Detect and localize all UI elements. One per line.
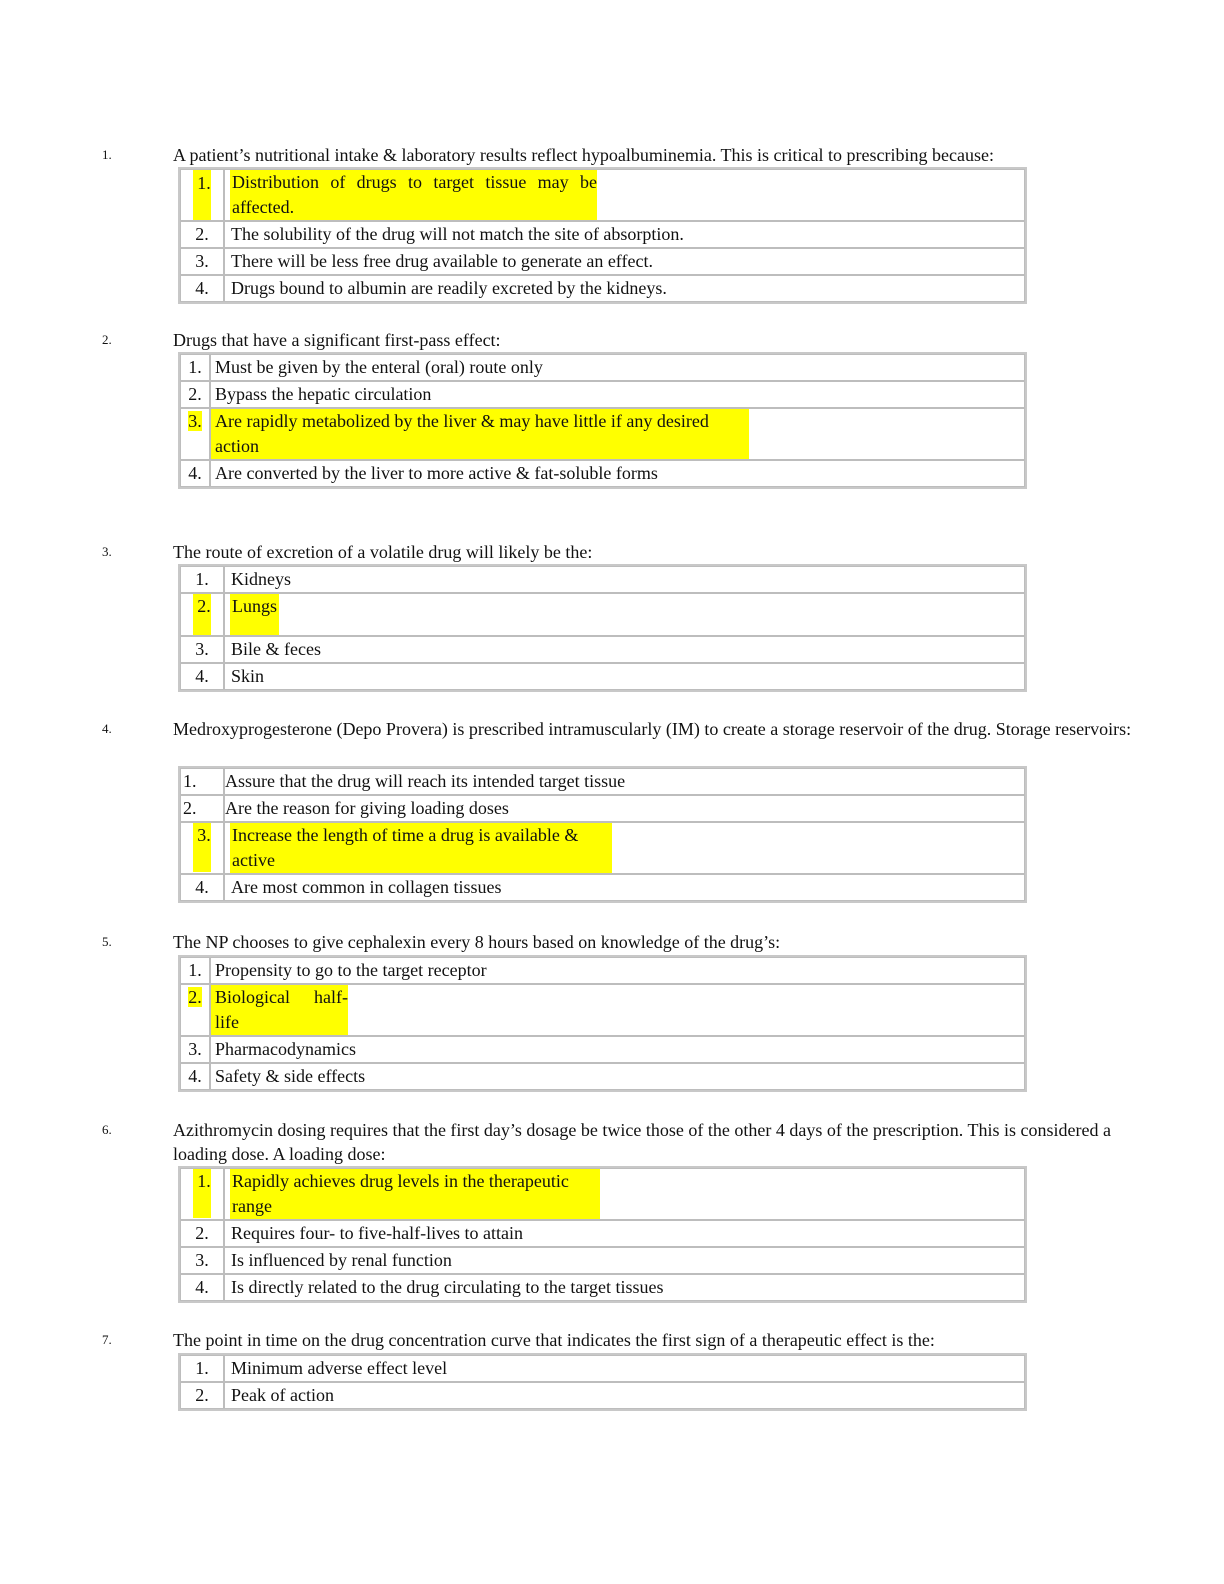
- question-number: 7.: [102, 1332, 112, 1347]
- option-row[interactable]: [180, 221, 1025, 248]
- option-row[interactable]: [180, 1036, 1025, 1063]
- option-row[interactable]: [180, 1247, 1025, 1274]
- option-row[interactable]: [180, 275, 1025, 302]
- option-number: 1.: [188, 357, 202, 377]
- option-number: 1.: [197, 173, 211, 193]
- option-number: 3.: [195, 639, 209, 659]
- option-number: 4.: [195, 877, 209, 897]
- option-row[interactable]: [180, 795, 1025, 822]
- option-row[interactable]: [180, 593, 1025, 636]
- option-number: 1.: [188, 960, 202, 980]
- option-text: Peak of action: [231, 1385, 334, 1405]
- option-text: Kidneys: [231, 569, 291, 589]
- option-number: 4.: [195, 1277, 209, 1297]
- option-row[interactable]: [180, 169, 1025, 221]
- option-row[interactable]: [180, 984, 1025, 1036]
- option-row[interactable]: [180, 248, 1025, 275]
- question-text: A patient’s nutritional intake & laboratory results reflect hypoalbuminemia. This is critical to prescribing because:: [173, 145, 994, 165]
- option-number: 4.: [188, 463, 202, 483]
- options-table-4: [178, 766, 1027, 903]
- option-number: 2.: [183, 798, 197, 818]
- question-2: [0, 328, 1224, 352]
- option-number: 2.: [195, 224, 209, 244]
- question-number: 3.: [102, 544, 112, 559]
- option-number: 2.: [197, 596, 211, 616]
- question-number: 1.: [102, 147, 112, 162]
- options-table-1: [178, 167, 1027, 304]
- option-number: 2.: [188, 384, 202, 404]
- option-text: Are converted by the liver to more active & fat-soluble forms: [215, 463, 658, 483]
- options-table-5: [178, 955, 1027, 1092]
- option-row[interactable]: [180, 663, 1025, 690]
- question-number: 4.: [102, 721, 112, 736]
- option-text: Pharmacodynamics: [215, 1039, 356, 1059]
- option-row[interactable]: [180, 566, 1025, 593]
- option-number: 3.: [197, 825, 211, 845]
- option-text: Increase the length of time a drug is available & active: [230, 823, 612, 873]
- option-row[interactable]: [180, 381, 1025, 408]
- option-text: The solubility of the drug will not match the site of absorption.: [231, 224, 684, 244]
- question-text: Medroxyprogesterone (Depo Provera) is prescribed intramuscularly (IM) to create a storage reservoir of the drug. Storage reservoirs:: [173, 719, 1132, 739]
- option-number: 3.: [188, 411, 202, 431]
- question-number: 6.: [102, 1122, 112, 1137]
- option-text: Safety & side effects: [215, 1066, 366, 1086]
- option-text: Propensity to go to the target receptor: [215, 960, 487, 980]
- option-number: 1.: [197, 1171, 211, 1191]
- question-text: Azithromycin dosing requires that the first day’s dosage be twice those of the other 4 days of the prescription. This is considered a loading dose. A loading dose:: [173, 1120, 1111, 1164]
- option-number: 2.: [188, 987, 202, 1007]
- question-text: The point in time on the drug concentration curve that indicates the first sign of a therapeutic effect is the:: [173, 1330, 935, 1350]
- question-number: 5.: [102, 934, 112, 949]
- question-text: The NP chooses to give cephalexin every 8 hours based on knowledge of the drug’s:: [173, 932, 781, 952]
- option-row[interactable]: [180, 354, 1025, 381]
- option-row[interactable]: [180, 1274, 1025, 1301]
- option-text: Requires four- to five-half-lives to attain: [231, 1223, 524, 1243]
- option-text: Drugs bound to albumin are readily excreted by the kidneys.: [231, 278, 667, 298]
- option-number: 3.: [195, 251, 209, 271]
- question-number: 2.: [102, 332, 112, 347]
- option-row[interactable]: [180, 460, 1025, 487]
- option-text: Assure that the drug will reach its intended target tissue: [225, 771, 626, 791]
- question-6: [0, 1118, 1224, 1166]
- option-number: 4.: [188, 1066, 202, 1086]
- option-number: 1.: [183, 771, 197, 791]
- question-1: [0, 143, 1224, 167]
- option-text: Are most common in collagen tissues: [231, 877, 502, 897]
- option-text: Is influenced by renal function: [231, 1250, 452, 1270]
- question-4: [0, 717, 1224, 741]
- options-table-7: [178, 1353, 1027, 1411]
- options-table-6: [178, 1166, 1027, 1303]
- option-number: 2.: [195, 1385, 209, 1405]
- option-text: Minimum adverse effect level: [231, 1358, 448, 1378]
- options-table-3: [178, 564, 1027, 692]
- options-table-2: [178, 352, 1027, 489]
- option-row[interactable]: [180, 408, 1025, 460]
- option-text: Bile & feces: [231, 639, 321, 659]
- option-row[interactable]: [180, 822, 1025, 874]
- option-number: 1.: [195, 1358, 209, 1378]
- option-text: Are rapidly metabolized by the liver & may have little if any desired action: [211, 409, 749, 459]
- question-3: [0, 540, 1224, 564]
- option-row[interactable]: [180, 768, 1025, 795]
- option-number: 4.: [195, 278, 209, 298]
- option-row[interactable]: [180, 1220, 1025, 1247]
- option-text: Distribution of drugs to target tissue may be affected.: [230, 170, 597, 220]
- option-row[interactable]: [180, 1355, 1025, 1382]
- question-5: [0, 930, 1224, 954]
- option-number: 2.: [195, 1223, 209, 1243]
- option-text: Is directly related to the drug circulating to the target tissues: [231, 1277, 664, 1297]
- option-number: 3.: [195, 1250, 209, 1270]
- option-row[interactable]: [180, 636, 1025, 663]
- option-number: 1.: [195, 569, 209, 589]
- option-text: There will be less free drug available to generate an effect.: [231, 251, 653, 271]
- option-text: Rapidly achieves drug levels in the therapeutic range: [230, 1169, 600, 1219]
- option-text: Biological half-life: [211, 985, 348, 1035]
- option-row[interactable]: [180, 1168, 1025, 1220]
- question-text: Drugs that have a significant first-pass effect:: [173, 330, 501, 350]
- option-number: 3.: [188, 1039, 202, 1059]
- option-row[interactable]: [180, 874, 1025, 901]
- option-text: Bypass the hepatic circulation: [215, 384, 432, 404]
- option-text: Lungs: [230, 594, 279, 635]
- option-text: Skin: [231, 666, 265, 686]
- question-7: [0, 1328, 1224, 1352]
- option-text: Must be given by the enteral (oral) route only: [215, 357, 543, 377]
- option-number: 4.: [195, 666, 209, 686]
- option-row[interactable]: [180, 1382, 1025, 1409]
- option-row[interactable]: [180, 957, 1025, 984]
- option-row[interactable]: [180, 1063, 1025, 1090]
- option-text: Are the reason for giving loading doses: [225, 798, 509, 818]
- question-text: The route of excretion of a volatile drug will likely be the:: [173, 542, 593, 562]
